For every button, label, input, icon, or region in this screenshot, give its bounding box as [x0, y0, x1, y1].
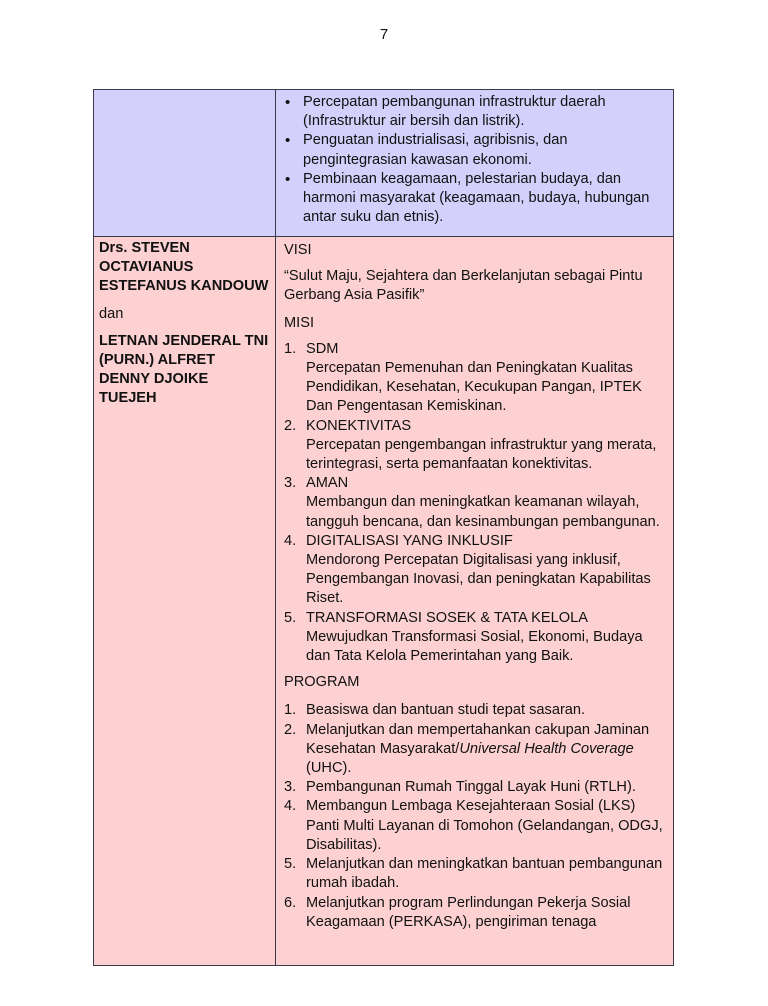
empty-candidate-cell	[94, 90, 276, 237]
misi-title: SDM	[306, 340, 339, 357]
visi-text: “Sulut Maju, Sejahtera dan Berkelanjutan sebagai Pintu Gerbang Asia Pasifik”	[284, 268, 643, 304]
misi-item	[284, 474, 667, 532]
bullet-item: • Penguatan industrialisasi, agribisnis, dan pengintegrasian kawasan ekonomi.	[303, 131, 667, 169]
misi-desc: Percepatan pengembangan infrastruktur yang merata, terintegrasi, serta pemanfaatan konektivitas.	[306, 436, 657, 473]
table-row-continued	[94, 90, 674, 237]
misi-desc: Mewujudkan Transformasi Sosial, Ekonomi, Budaya dan Tata Kelola Pemerintahan yang Baik.	[306, 628, 643, 665]
candidate-2-name: LETNAN JENDERAL TNI (PURN.) ALFRET DENNY DJOIKE TUEJEH	[99, 332, 269, 407]
program-item	[284, 701, 667, 720]
misi-title: KONEKTIVITAS	[306, 417, 412, 434]
item-number: 4.	[284, 798, 297, 815]
item-number: 3.	[284, 475, 297, 492]
misi-title: AMAN	[306, 475, 349, 492]
conjunction: dan	[99, 305, 124, 322]
program-text: Pembangunan Rumah Tinggal Layak Huni (RTLH).	[306, 779, 636, 796]
misi-desc: Membangun dan meningkatkan keamanan wilayah, tangguh bencana, dan kesinambungan pembangunan.	[306, 494, 660, 530]
misi-heading: MISI	[284, 314, 314, 331]
bullet-item: • Percepatan pembangunan infrastruktur daerah (Infrastruktur air bersih dan listrik).	[303, 93, 667, 131]
bullet-item: • Pembinaan keagamaan, pelestarian budaya, dan harmoni masyarakat (keagamaan, budaya, hubungan antar suku dan etnis).	[303, 170, 667, 228]
program-item	[284, 855, 667, 893]
program-text: (UHC).	[306, 760, 352, 777]
item-number: 5.	[284, 609, 297, 626]
misi-item	[284, 532, 667, 609]
item-number: 3.	[284, 779, 297, 796]
program-item	[284, 721, 667, 779]
item-number: 2.	[284, 721, 297, 738]
item-number: 1.	[284, 340, 297, 357]
item-number: 6.	[284, 894, 297, 911]
misi-list	[284, 340, 667, 666]
misi-item	[284, 340, 667, 417]
candidate-table	[93, 89, 674, 966]
item-number: 4.	[284, 532, 297, 549]
program-list	[284, 701, 667, 931]
item-number: 2.	[284, 417, 297, 434]
program-text-italic: Universal Health Coverage	[459, 740, 634, 757]
misi-desc: Percepatan Pemenuhan dan Peningkatan Kualitas Pendidikan, Kesehatan, Kecukupan Pangan, IPTEK Dan Pengentasan Kemiskinan.	[306, 360, 642, 415]
program-text: Melanjutkan dan mempertahankan cakupan Jaminan Kesehatan Masyarakat/	[306, 721, 650, 757]
item-number: 5.	[284, 856, 297, 873]
bullet-list	[276, 90, 673, 232]
visi-heading: VISI	[284, 242, 312, 258]
program-text: Membangun Lembaga Kesejahteraan Sosial (LKS) Panti Multi Layanan di Tomohon (Gelandangan, ODGJ, Disabilitas).	[306, 798, 663, 853]
misi-item	[284, 417, 667, 475]
program-text: Melanjutkan dan meningkatkan bantuan pembangunan rumah ibadah.	[306, 856, 663, 892]
program-item	[284, 778, 667, 797]
program-item	[284, 797, 667, 855]
program-item	[284, 894, 667, 932]
visi-misi-program-cell	[276, 237, 674, 966]
table-row-candidate	[94, 237, 674, 966]
program-text: Melanjutkan program Perlindungan Pekerja Sosial Keagamaan (PERKASA), pengiriman tenaga	[306, 894, 631, 930]
misi-title: TRANSFORMASI SOSEK & TATA KELOLA	[306, 609, 588, 626]
misi-title: DIGITALISASI YANG INKLUSIF	[306, 532, 513, 549]
misi-desc: Mendorong Percepatan Digitalisasi yang inklusif, Pengembangan Inovasi, dan peningkatan Kapabilitas Riset.	[306, 552, 651, 607]
program-continued-cell	[276, 90, 674, 237]
program-text: Beasiswa dan bantuan studi tepat sasaran.	[306, 702, 586, 719]
page-number: 7	[379, 26, 389, 43]
item-number: 1.	[284, 702, 297, 719]
candidate-1-name: Drs. STEVEN OCTAVIANUS ESTEFANUS KANDOUW	[99, 240, 269, 295]
misi-item	[284, 609, 667, 667]
candidate-names-cell	[94, 237, 276, 966]
program-heading: PROGRAM	[284, 674, 360, 691]
